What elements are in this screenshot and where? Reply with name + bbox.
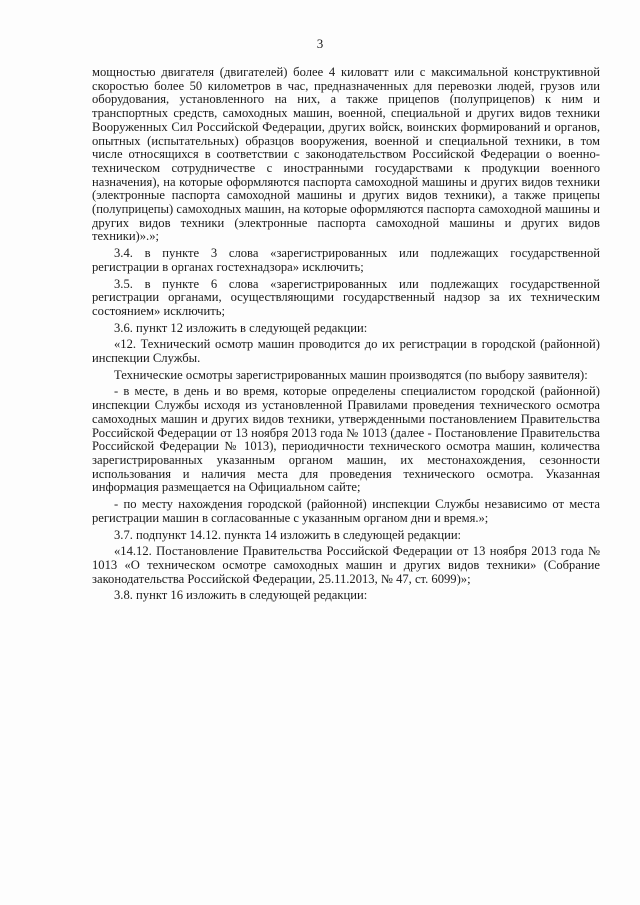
- paragraph: 3.5. в пункте 6 слова «зарегистрированных или подлежащих государственной регистрации органами, осуществляющими государственный надзор за их техническим состоянием» исключить;: [92, 276, 600, 318]
- paragraph: 3.7. подпункт 14.12. пункта 14 изложить в следующей редакции:: [114, 527, 462, 542]
- paragraph: 3.8. пункт 16 изложить в следующей редакции:: [114, 588, 368, 603]
- paragraph: «12. Технический осмотр машин проводится до их регистрации в городской (районной) инспекции Службы.: [92, 337, 600, 366]
- page-number: 3: [316, 36, 324, 51]
- paragraph: - по месту нахождения городской (районной) инспекции Службы независимо от места регистрации машин в согласованные с указанным органом дни и время.»;: [92, 497, 600, 525]
- paragraph: 3.4. в пункте 3 слова «зарегистрированных или подлежащих государственной регистрации в органах гостехнадзора» исключить;: [92, 246, 600, 274]
- paragraph: Технические осмотры зарегистрированных машин производятся (по выбору заявителя):: [114, 367, 588, 382]
- paragraph: мощностью двигателя (двигателей) более 4 киловатт или с максимальной конструктивной скоростью более 50 километров в час, предназначенных для перевозки людей, грузов или оборудования, установленного на них, а также прицепов (полуприцепов) к ним и транспортных средств, самоходных машин, военной, специальной и других видов техники Вооруженных Сил Российской Федерации, других войск, воинских формирований и органов, опытных (испытательных) образцов вооружения, военной и специальной техники, в том числе относящихся в соответствии с законодательством Российской Федерации о военно-техническом сотрудничестве с иностранными государствами к продукции военного назначения), на которые оформляются паспорта самоходной машины и других видов техники (электронные паспорта самоходной машины и других видов техники), а также прицепы (полуприцепы) самоходных машин, на которые оформляются паспорта самоходной машины и других видов техники (электронные паспорта самоходной машины и других видов техники)».»;: [92, 65, 600, 244]
- paragraph: 3.6. пункт 12 изложить в следующей редакции:: [114, 320, 368, 335]
- paragraph: «14.12. Постановление Правительства Российской Федерации от 13 ноября 2013 года № 1013 «О техническом осмотре самоходных машин и других видов техники» (Собрание законодательства Российской Федерации, 25.11.2013, № 47, ст. 6099)»;: [92, 544, 600, 586]
- document-body: [92, 66, 600, 606]
- paragraph: - в месте, в день и во время, которые определены специалистом городской (районной) инспекции Службы исходя из установленной Правилами проведения технического осмотра самоходных машин и других видов техники, утвержденными постановлением Правительства Российской Федерации от 13 ноября 2013 года № 1013 (далее - Постановление Правительства Российской Федерации № 1013), периодичности технического осмотра машин, количества зарегистрированных указанным органом машин, их местонахождения, сезонности использования и наличия места для проведения технического осмотра. Указанная информация размещается на Официальном сайте;: [92, 384, 600, 495]
